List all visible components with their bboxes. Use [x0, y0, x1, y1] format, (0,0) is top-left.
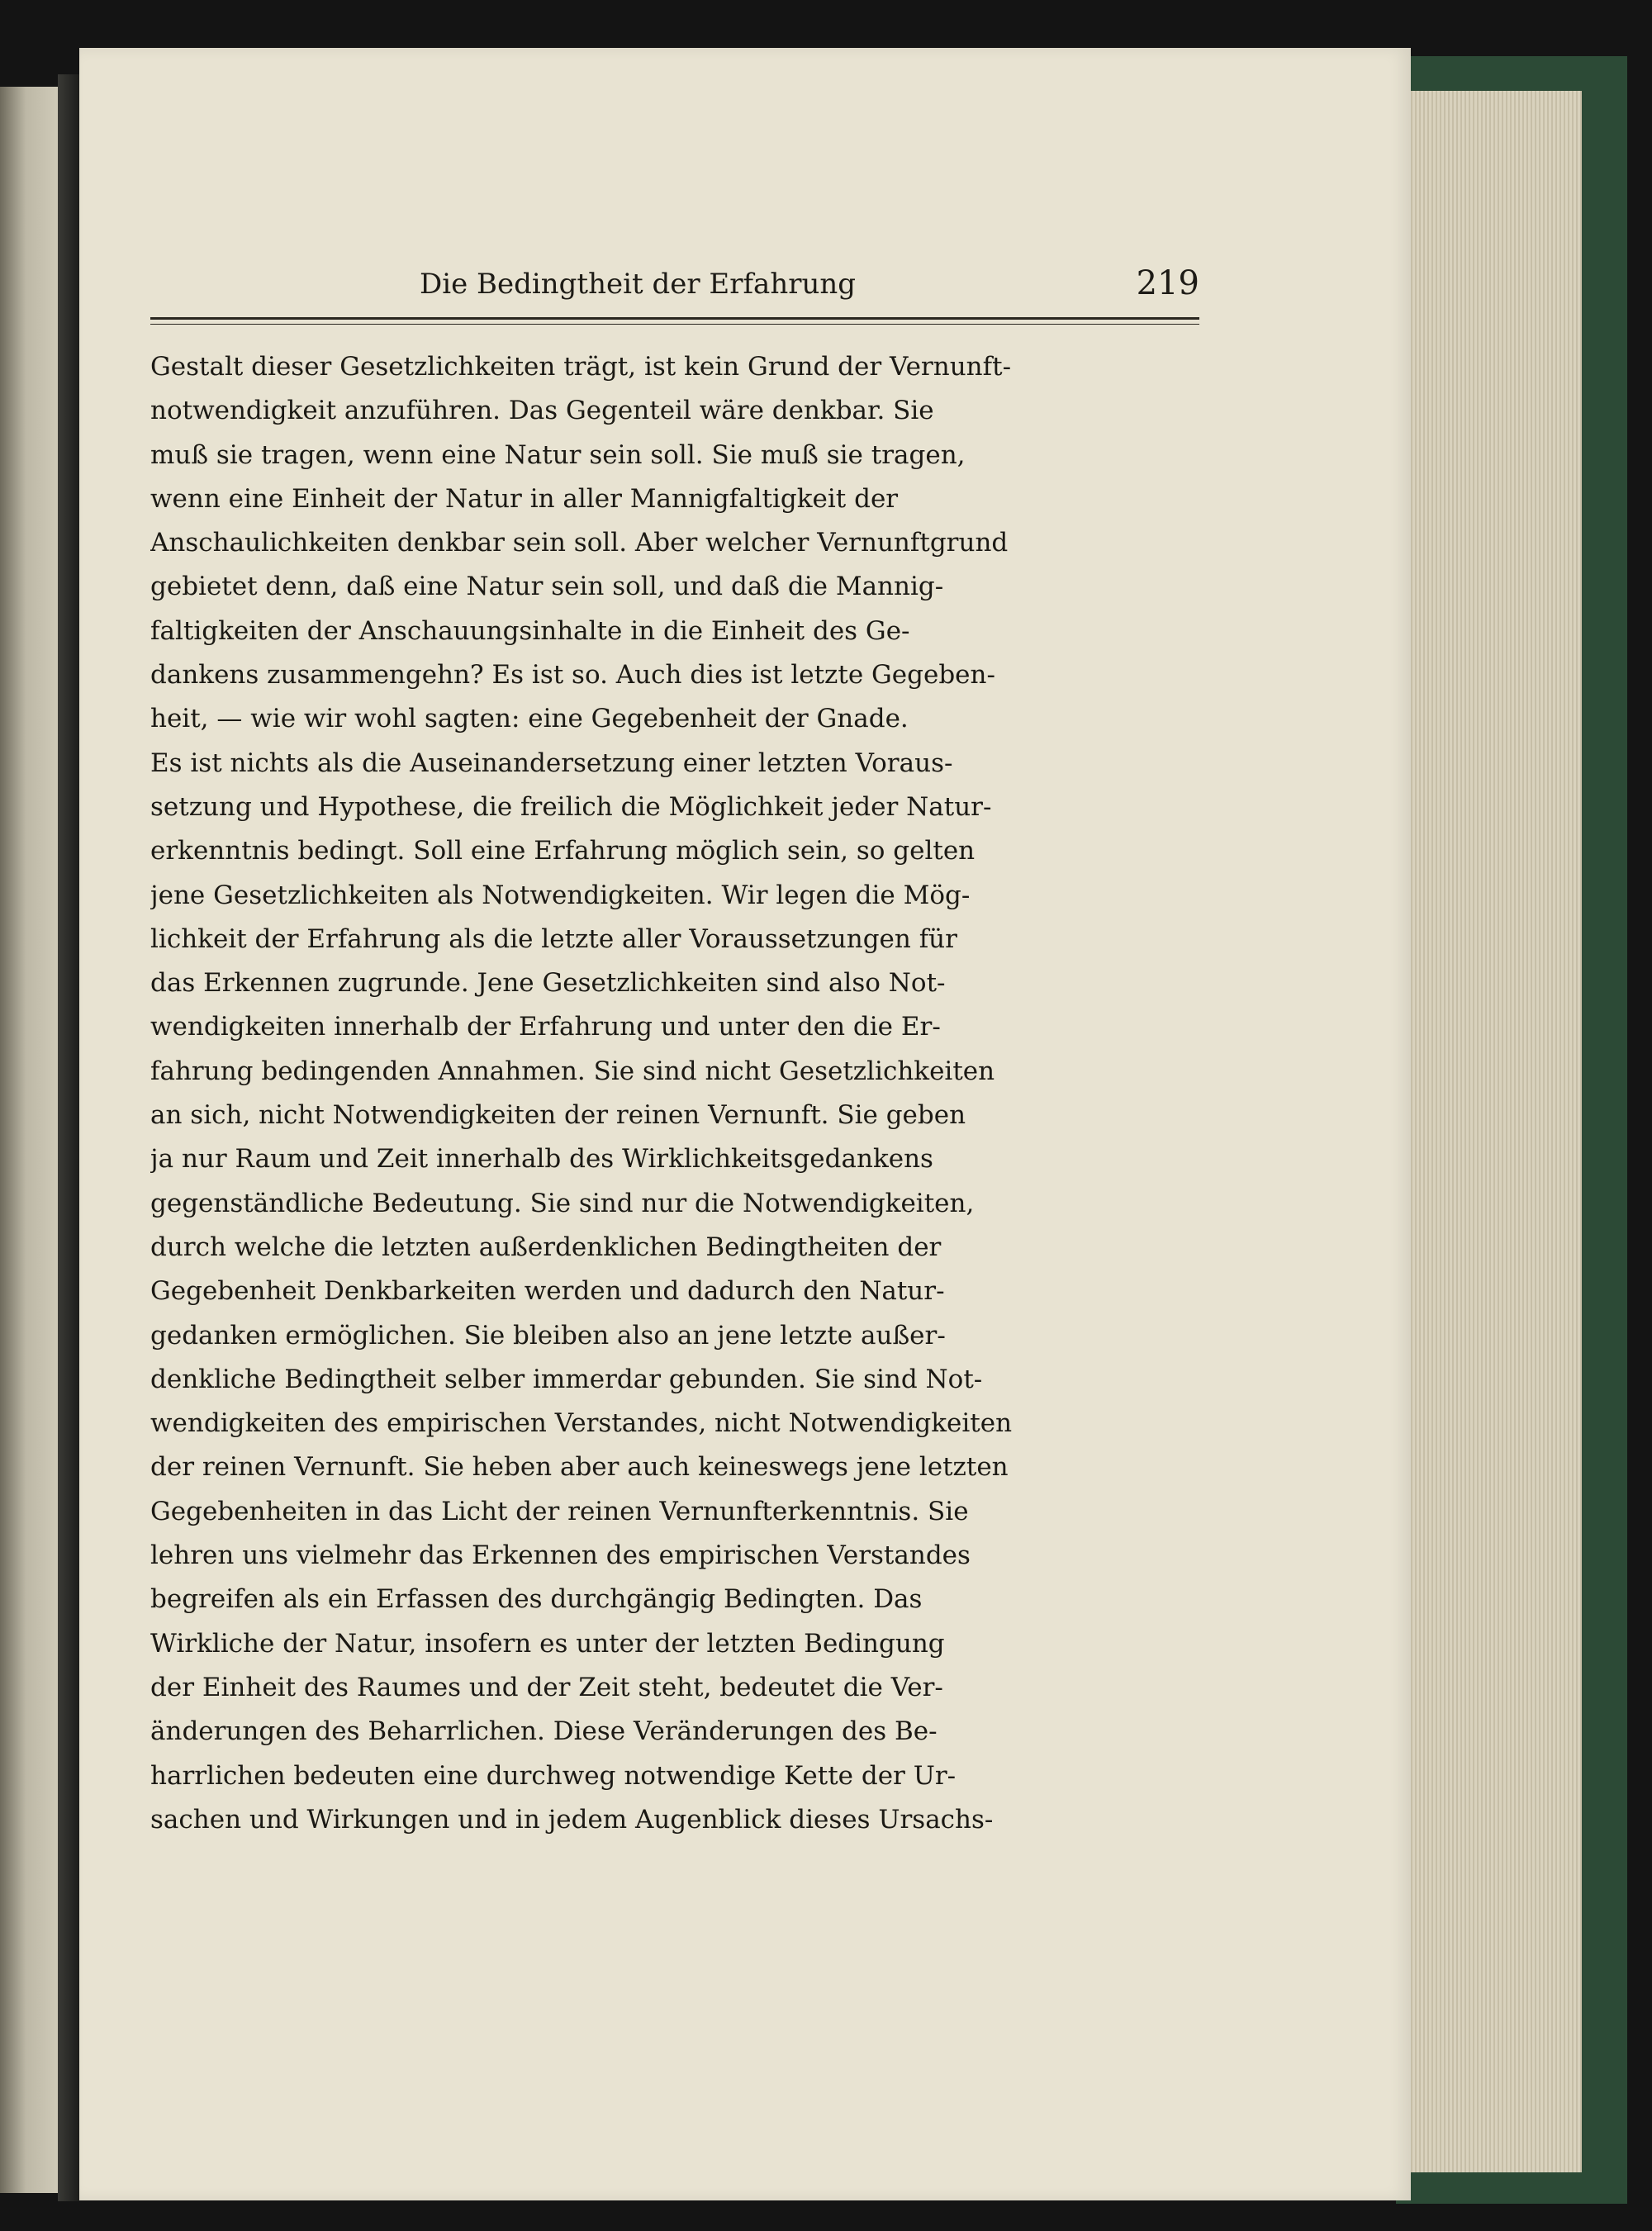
book-page — [79, 48, 1411, 2200]
book-gutter — [58, 74, 79, 2201]
text-line: gegenständliche Bedeutung. Sie sind nur die Notwendigkeiten, — [150, 1188, 975, 1218]
text-line: muß sie tragen, wenn eine Natur sein soll. Sie muß sie tragen, — [150, 439, 966, 470]
text-line: dankens zusammengehn? Es ist so. Auch dies ist letzte Gegeben- — [150, 660, 995, 691]
text-line: gedanken ermöglichen. Sie bleiben also an jene letzte außer- — [150, 1320, 946, 1350]
text-line: faltigkeiten der Anschauungsinhalte in die Einheit des Ge- — [150, 615, 910, 646]
text-line: wenn eine Einheit der Natur in aller Mannigfaltigkeit der — [150, 483, 899, 514]
header-rule-thin — [150, 324, 1199, 325]
text-line: an sich, nicht Notwendigkeiten der reinen Vernunft. Sie geben — [150, 1100, 966, 1131]
text-line: setzung und Hypothese, die freilich die Möglichkeit jeder Natur- — [150, 791, 992, 822]
text-line: sachen und Wirkungen und in jedem Augenblick dieses Ursachs- — [150, 1804, 994, 1835]
text-line: gebietet denn, daß eine Natur sein soll, und daß die Mannig- — [150, 572, 944, 602]
text-line: ja nur Raum und Zeit innerhalb des Wirklichkeitsgedankens — [150, 1144, 933, 1175]
body-text — [150, 345, 1199, 1842]
header-rule-thick — [150, 317, 1199, 320]
text-line: Anschaulichkeiten denkbar sein soll. Aber welcher Vernunftgrund — [150, 528, 1009, 558]
text-line: Gestalt dieser Gesetzlichkeiten trägt, ist kein Grund der Vernunft- — [150, 352, 1012, 382]
text-line: Gegebenheiten in das Licht der reinen Vernunfterkenntnis. Sie — [150, 1496, 969, 1526]
text-line: erkenntnis bedingt. Soll eine Erfahrung möglich sein, so gelten — [150, 836, 976, 866]
text-line: denkliche Bedingtheit selber immerdar gebunden. Sie sind Not- — [150, 1364, 983, 1394]
text-line: jene Gesetzlichkeiten als Notwendigkeiten. Wir legen die Mög- — [150, 880, 971, 910]
text-line: wendigkeiten des empirischen Verstandes, nicht Notwendigkeiten — [150, 1408, 1013, 1439]
text-line: lehren uns vielmehr das Erkennen des empirischen Verstandes — [150, 1540, 971, 1571]
text-line: notwendigkeit anzuführen. Das Gegenteil wäre denkbar. Sie — [150, 396, 934, 426]
text-line: durch welche die letzten außerdenklichen Bedingtheiten der — [150, 1232, 942, 1262]
text-line: das Erkennen zugrunde. Jene Gesetzlichkeiten sind also Not- — [150, 968, 946, 999]
text-line: harrlichen bedeuten eine durchweg notwendige Kette der Ur- — [150, 1760, 957, 1791]
text-line: der reinen Vernunft. Sie heben aber auch keineswegs jene letzten — [150, 1452, 1009, 1483]
text-line: änderungen des Beharrlichen. Diese Veränderungen des Be- — [150, 1716, 938, 1747]
text-line: Es ist nichts als die Auseinandersetzung einer letzten Voraus- — [150, 748, 953, 778]
running-title: Die Bedingtheit der Erfahrung — [419, 268, 857, 301]
text-line: heit, — wie wir wohl sagten: eine Gegebenheit der Gnade. — [150, 704, 909, 734]
text-line: wendigkeiten innerhalb der Erfahrung und unter den die Er- — [150, 1012, 941, 1042]
text-line: der Einheit des Raumes und der Zeit steht, bedeutet die Ver- — [150, 1672, 943, 1702]
text-line: begreifen als ein Erfassen des durchgängig Bedingten. Das — [150, 1584, 923, 1615]
text-line: lichkeit der Erfahrung als die letzte aller Voraussetzungen für — [150, 923, 957, 954]
text-line: Gegebenheit Denkbarkeiten werden und dadurch den Natur- — [150, 1276, 945, 1307]
page-number: 219 — [1136, 264, 1199, 302]
page-header — [150, 264, 1199, 314]
previous-page-edge — [0, 87, 58, 2193]
text-line: fahrung bedingenden Annahmen. Sie sind nicht Gesetzlichkeiten — [150, 1056, 995, 1086]
page-edges — [1388, 91, 1582, 2172]
text-line: Wirkliche der Natur, insofern es unter der letzten Bedingung — [150, 1628, 945, 1659]
